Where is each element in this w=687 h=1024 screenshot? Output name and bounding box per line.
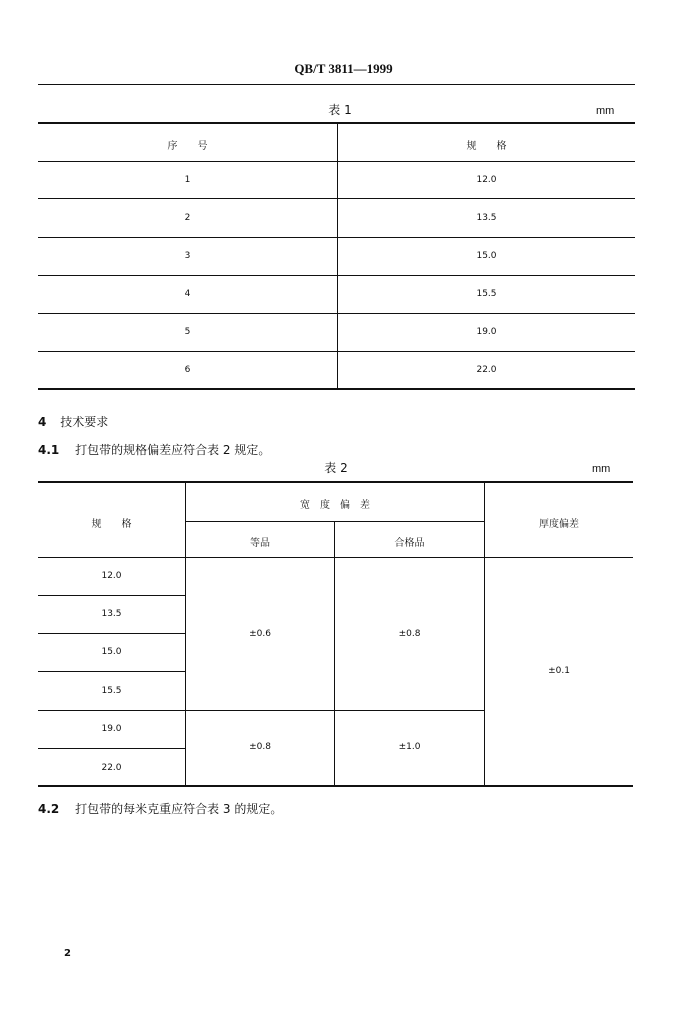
- table1-index-cell: 1: [184, 175, 191, 185]
- table1-spec-cell: 13.5: [476, 213, 497, 223]
- table1-index-cell: 6: [184, 365, 191, 375]
- table1-header-rule: [38, 161, 635, 162]
- clause-4-1: [38, 441, 270, 458]
- table1-row-rule: [38, 351, 635, 352]
- table2-group1-first-grade: ±0.6: [249, 629, 271, 639]
- table2-header-rule: [38, 557, 633, 558]
- table2-spec-cell: 15.5: [101, 686, 122, 696]
- table1-caption: 表 1: [328, 103, 352, 117]
- table2-bottom-rule: [38, 785, 633, 787]
- table1-bottom-rule: [38, 388, 635, 390]
- table2-thickness-value: ±0.1: [548, 666, 570, 676]
- table2-group-rule: [38, 710, 484, 711]
- table1-unit: mm: [596, 105, 615, 117]
- clause-4-2: [38, 800, 282, 817]
- table2-header-qualified: 合格品: [394, 538, 425, 549]
- table1-row-rule: [38, 198, 635, 199]
- table2-subheader-rule: [186, 521, 484, 522]
- table2-caption: 表 2: [324, 461, 348, 475]
- table1-header-index: 序 号: [167, 141, 208, 152]
- clause-4-2-number: 4.2: [38, 802, 60, 816]
- table2-top-rule: [38, 481, 633, 483]
- table1-index-cell: 5: [184, 327, 191, 337]
- table1-spec-cell: 22.0: [476, 365, 497, 375]
- table2-spec-cell: 15.0: [101, 647, 122, 657]
- table2-spec-rule: [38, 595, 185, 596]
- standard-header: QB/T 3811—1999: [294, 61, 393, 76]
- table1-index-cell: 4: [184, 289, 191, 299]
- table2-spec-rule: [38, 633, 185, 634]
- clause-4-2-text: 打包带的每米克重应符合表 3 的规定。: [75, 802, 283, 816]
- table1-index-cell: 2: [184, 213, 191, 223]
- table1-spec-cell: 12.0: [476, 175, 497, 185]
- table1-row-rule: [38, 313, 635, 314]
- table1-spec-cell: 15.5: [476, 289, 497, 299]
- page-number: 2: [64, 948, 71, 959]
- clause-4-1-number: 4.1: [38, 443, 60, 457]
- table1-row-rule: [38, 275, 635, 276]
- table1-spec-cell: 15.0: [476, 251, 497, 261]
- table2-header-width-deviation: 宽 度 偏 差: [300, 500, 370, 511]
- table2-unit: mm: [592, 463, 611, 475]
- table2-group2-qualified: ±1.0: [398, 742, 421, 752]
- table1-row-rule: [38, 237, 635, 238]
- table1-index-cell: 3: [184, 251, 191, 261]
- table2-spec-rule: [38, 671, 185, 672]
- clause-4-1-text: 打包带的规格偏差应符合表 2 规定。: [75, 443, 271, 457]
- section-4-number: 4: [38, 415, 47, 429]
- table2-header-thickness-deviation: 厚度偏差: [539, 519, 579, 530]
- table1-spec-cell: 19.0: [476, 327, 497, 337]
- table2-spec-cell: 13.5: [101, 609, 122, 619]
- table2-header-spec: 规 格: [91, 519, 132, 530]
- section-4-title: 技术要求: [60, 415, 109, 429]
- table2-group2-first-grade: ±0.8: [249, 742, 271, 752]
- table2-spec-cell: 19.0: [101, 724, 122, 734]
- table2-spec-cell: 12.0: [101, 571, 122, 581]
- table2-spec-cell: 22.0: [101, 763, 122, 773]
- table2-spec-rule: [38, 748, 185, 749]
- table1-header-spec: 规 格: [466, 141, 507, 152]
- table2-group1-qualified: ±0.8: [398, 629, 421, 639]
- header-rule: [38, 84, 635, 85]
- table2-header-first-grade: 等品: [250, 538, 270, 549]
- section-4-heading: [38, 413, 108, 430]
